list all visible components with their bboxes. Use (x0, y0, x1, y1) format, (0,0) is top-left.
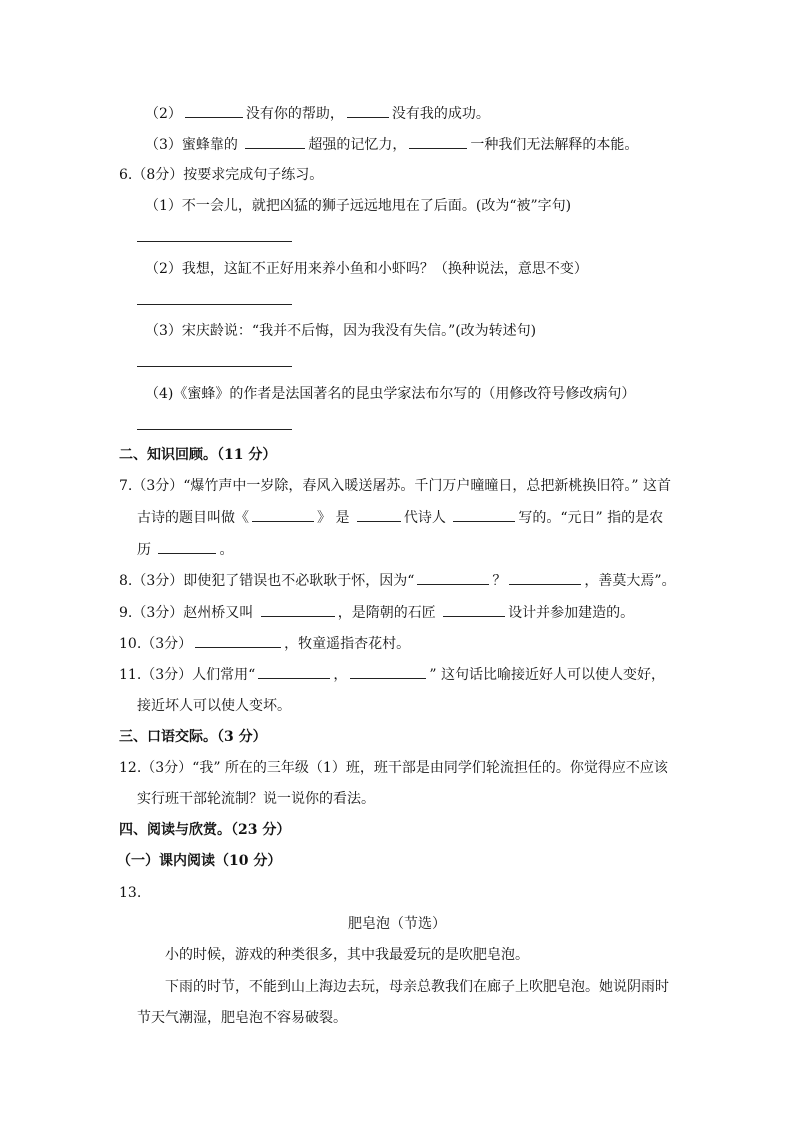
q7-line-2 (137, 507, 663, 528)
q7-text-c: 代诗人 (403, 510, 451, 526)
passage-paragraph-2: 下雨的时节，不能到山上海边去玩，母亲总教我们在廊子上吹肥皂泡。她说阴雨时 (165, 979, 669, 995)
q11-text-a: 11.（3分）人们常用“ (119, 667, 256, 683)
section-heading-2: 二、知识回顾。（11 分） (119, 447, 277, 463)
q13-number: 13. (119, 885, 142, 901)
q9-text-c: 设计并参加建造的。 (508, 605, 635, 621)
answer-blank[interactable] (347, 103, 389, 118)
q5-item2-mid: 没有你的帮助， (245, 106, 344, 122)
q10-text-a: 10.（3分） (119, 636, 193, 652)
answer-blank[interactable] (258, 664, 330, 679)
q5-item-2 (145, 103, 490, 124)
q12-line-2: 实行班干部轮流制？说一说你的看法。 (137, 791, 375, 807)
q7-text-e: 历 (137, 542, 156, 558)
answer-blank[interactable] (195, 633, 281, 648)
answer-blank[interactable] (417, 570, 489, 585)
answer-blank[interactable] (158, 539, 216, 554)
q12-line-1: 12.（3分）“我” 所在的三年级（1）班，班干部是由同学们轮流担任的。你觉得应不应该 (119, 760, 668, 776)
q5-item-3 (145, 134, 638, 155)
passage-paragraph-2-cont: 节天气潮湿，肥皂泡不容易破裂。 (137, 1010, 347, 1026)
q6-item-3: （3）宋庆龄说：“我并不后悔，因为我没有失信。”(改为转述句) (145, 323, 537, 339)
q7-text-f: 。 (219, 542, 234, 558)
q9 (119, 602, 634, 623)
passage-title: 肥皂泡（节选） (348, 916, 446, 932)
answer-blank[interactable] (252, 507, 314, 522)
q8-text-b: ？ (492, 573, 507, 589)
answer-blank[interactable] (509, 570, 581, 585)
answer-blank[interactable] (245, 134, 305, 149)
q9-text-a: 9.（3分）赵州桥又叫 (119, 605, 258, 621)
q6-item-2: （2）我想，这缸不正好用来养小鱼和小虾吗？（换种说法，意思不变） (145, 261, 588, 277)
answer-line[interactable] (137, 241, 292, 242)
q6-title: 6.（8分）按要求完成句子练习。 (119, 167, 324, 183)
q8-text-a: 8.（3分）即使犯了错误也不必耿耿于怀，因为“ (119, 573, 415, 589)
answer-line[interactable] (137, 304, 292, 305)
q11-text-b: ， (333, 667, 348, 683)
q9-text-b: ，是隋朝的石匠 (337, 605, 441, 621)
section-heading-3: 三、口语交际。（3 分） (119, 729, 267, 745)
q5-item2-end: 没有我的成功。 (391, 106, 490, 122)
answer-blank[interactable] (357, 507, 401, 522)
answer-blank[interactable] (443, 602, 505, 617)
subsection-heading: （一）课内阅读（10 分） (117, 853, 282, 869)
answer-blank[interactable] (350, 664, 426, 679)
answer-line[interactable] (137, 366, 292, 367)
q8 (119, 570, 676, 591)
q7-text-d: 写的。“元日” 指的是农 (518, 510, 664, 526)
q7-line-1: 7.（3分）“爆竹声中一岁除，春风入暖送屠苏。千门万户曈曈日，总把新桃换旧符。” 这首 (119, 478, 672, 494)
answer-blank[interactable] (261, 602, 335, 617)
q6-item-1: （1）不一会儿，就把凶猛的狮子远远地甩在了后面。(改为“被”字句) (145, 198, 572, 214)
q11-line-2: 接近坏人可以使人变坏。 (137, 698, 291, 714)
section-heading-4: 四、阅读与欣赏。（23 分） (119, 822, 291, 838)
q7-text-b: 》 是 (317, 510, 354, 526)
passage-paragraph-1: 小的时候，游戏的种类很多，其中我最爱玩的是吹肥皂泡。 (165, 947, 529, 963)
answer-blank[interactable] (453, 507, 515, 522)
q6-item-4: （4)《蜜蜂》的作者是法国著名的昆虫学家法布尔写的（用修改符号修改病句） (145, 386, 636, 402)
q5-item3-mid: 超强的记忆力， (308, 137, 407, 153)
q5-item3-prefix: （3）蜜蜂靠的 (145, 137, 243, 153)
q8-text-c: ，善莫大焉”。 (584, 573, 676, 589)
answer-line[interactable] (137, 429, 292, 430)
answer-blank[interactable] (409, 134, 467, 149)
q7-line-3 (137, 539, 233, 560)
q10 (119, 633, 410, 654)
q11-line-1 (119, 664, 665, 685)
q11-text-c: ” 这句话比喻接近好人可以使人变好， (429, 667, 665, 683)
q7-text-a: 古诗的题目叫做《 (137, 510, 249, 526)
q5-item3-end: 一种我们无法解释的本能。 (470, 137, 639, 153)
q10-text-b: ，牧童遥指杏花村。 (284, 636, 411, 652)
q5-item2-prefix: （2） (145, 106, 182, 122)
answer-blank[interactable] (185, 103, 243, 118)
